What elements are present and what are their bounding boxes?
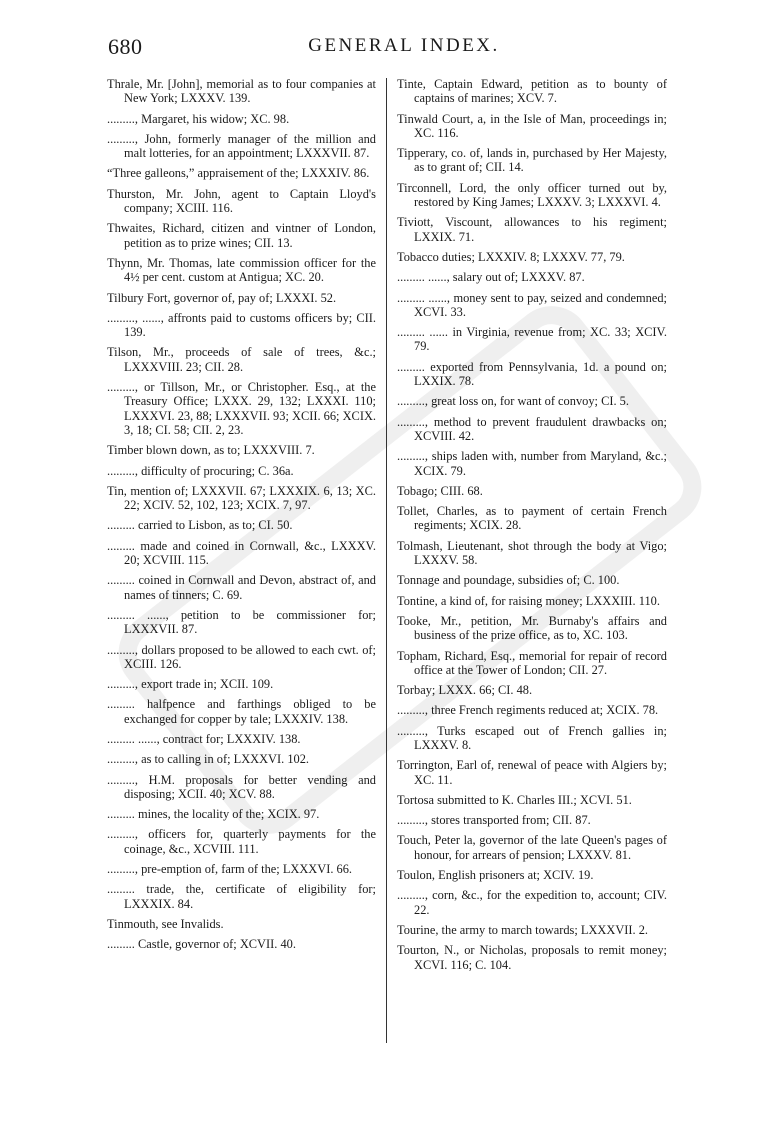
- index-entry: ......... ...... in Virginia, revenue from; XC. 33; XCIV. 79.: [397, 325, 667, 354]
- index-entry: ........., great loss on, for want of convoy; CI. 5.: [397, 394, 629, 409]
- index-entry: ........., Turks escaped out of French gallies in; LXXXV. 8.: [397, 723, 667, 752]
- index-column-right: [397, 77, 667, 1122]
- index-entry: ......... halfpence and farthings obliged to be exchanged for copper by tale; LXXXIV. 138.: [107, 697, 376, 726]
- index-entry: Tilson, Mr., proceeds of sale of trees, &c.; LXXXVIII. 23; CII. 28.: [107, 345, 376, 374]
- index-entry: ........., officers for, quarterly payments for the coinage, &c., XCVIII. 111.: [107, 827, 376, 856]
- index-entry: Tollet, Charles, as to payment of certain French regiments; XCIX. 28.: [397, 504, 667, 533]
- index-entry: ........., export trade in; XCII. 109.: [107, 677, 274, 692]
- index-entry: ......... ......, petition to be commissioner for; LXXXVII. 87.: [107, 607, 376, 637]
- index-entry: Tinmouth, see Invalids.: [107, 916, 224, 931]
- index-entry: ........., John, formerly manager of the million and malt lotteries, for an appointment; LXXXVII. 87.: [107, 131, 376, 161]
- index-entry: Tin, mention of; LXXXVII. 67; LXXXIX. 6, 13; XC. 22; XCIV. 52, 102, 123; XCIX. 7, 97.: [107, 483, 376, 513]
- index-entry: ......... ......, salary out of; LXXXV. 87.: [397, 270, 585, 285]
- index-entry: ........., method to prevent fraudulent drawbacks on; XCVIII. 42.: [397, 414, 667, 443]
- index-entry: Tonnage and poundage, subsidies of; C. 100.: [397, 573, 620, 588]
- index-entry: Tobago; CIII. 68.: [397, 483, 483, 498]
- index-entry: ......... carried to Lisbon, as to; CI. 50.: [107, 518, 293, 533]
- index-entry: ........., corn, &c., for the expedition to, account; CIV. 22.: [397, 888, 667, 917]
- index-entry: Tipperary, co. of, lands in, purchased by Her Majesty, as to grant of; CII. 14.: [397, 146, 667, 175]
- index-entry: ......... Castle, governor of; XCVII. 40.: [107, 937, 296, 952]
- page-number: 680: [108, 34, 143, 59]
- index-entry: Thynn, Mr. Thomas, late commission officer for the 4½ per cent. custom at Antigua; XC. 20.: [107, 255, 376, 285]
- index-entry: ......... coined in Cornwall and Devon, abstract of, and names of tinners; C. 69.: [107, 573, 376, 602]
- index-entry: ........., three French regiments reduced at; XCIX. 78.: [397, 703, 659, 718]
- index-entry: Torbay; LXXX. 66; CI. 48.: [397, 683, 533, 698]
- index-entry: ......... ......, contract for; LXXXIV. 138.: [107, 731, 301, 746]
- index-entry: ........., H.M. proposals for better vending and disposing; XCII. 40; XCV. 88.: [107, 772, 376, 801]
- index-entry: Tooke, Mr., petition, Mr. Burnaby's affairs and business of the prize office, as to, XC. 103.: [397, 613, 667, 643]
- index-entry: Torrington, Earl of, renewal of peace with Algiers by; XC. 11.: [397, 758, 667, 787]
- index-entry: Thurston, Mr. John, agent to Captain Lloyd's company; XCIII. 116.: [107, 186, 376, 216]
- index-entry: Tolmash, Lieutenant, shot through the body at Vigo; LXXXV. 58.: [397, 538, 667, 568]
- index-entry: Tontine, a kind of, for raising money; LXXXIII. 110.: [397, 593, 660, 608]
- index-entry: ......... exported from Pennsylvania, 1d. a pound on; LXXIX. 78.: [397, 359, 667, 389]
- index-entry: Touch, Peter la, governor of the late Queen's pages of honour, for arrears of pension; LXXXV. 81.: [397, 833, 667, 862]
- index-entry: Tortosa submitted to K. Charles III.; XCVI. 51.: [397, 792, 632, 807]
- index-entry: Tourton, N., or Nicholas, proposals to remit money; XCVI. 116; C. 104.: [397, 943, 667, 972]
- index-entry: Thwaites, Richard, citizen and vintner of London, petition as to prize wines; CII. 13.: [107, 221, 376, 250]
- index-entry: Tinwald Court, a, in the Isle of Man, proceedings in; XC. 116.: [397, 111, 667, 140]
- index-entry: Tinte, Captain Edward, petition as to bounty of captains of marines; XCV. 7.: [397, 77, 667, 106]
- index-entry: Tourine, the army to march towards; LXXXVII. 2.: [397, 922, 649, 937]
- index-entry: ........., stores transported from; CII. 87.: [397, 813, 591, 828]
- index-entry: ........., difficulty of procuring; C. 36a.: [107, 463, 294, 478]
- index-entry: ........., dollars proposed to be allowed to each cwt. of; XCIII. 126.: [107, 642, 376, 671]
- index-entry: ......... made and coined in Cornwall, &c., LXXXV. 20; XCVIII. 115.: [107, 538, 376, 568]
- index-entry: ........., ships laden with, number from Maryland, &c.; XCIX. 79.: [397, 449, 667, 478]
- index-entry: ......... ......, money sent to pay, seized and condemned; XCVI. 33.: [397, 290, 667, 319]
- index-entry: Timber blown down, as to; LXXXVIII. 7.: [107, 443, 315, 458]
- index-entry: ........., as to calling in of; LXXXVI. 102.: [107, 752, 310, 767]
- index-entry: Tilbury Fort, governor of, pay of; LXXXI. 52.: [107, 290, 337, 305]
- index-entry: Toulon, English prisoners at; XCIV. 19.: [397, 868, 594, 883]
- index-entry: Tirconnell, Lord, the only officer turned out by, restored by King James; LXXXV. 3; LXXXVI. 4.: [397, 180, 667, 210]
- index-column-left: [107, 77, 376, 1122]
- index-entry: ........., or Tillson, Mr., or Christopher. Esq., at the Treasury Office; LXXX. 29, 132; LXXXI. 110; LXXXVI. 23, 88; LXXXVII. 93; XCII. 66; XCIX. 3, 18; CI. 58; CII. 2, 23.: [107, 380, 376, 437]
- index-entry: ........., pre-emption of, farm of the; LXXXVI. 66.: [107, 862, 352, 877]
- index-entry: ........., ......, affronts paid to customs officers by; CII. 139.: [107, 310, 376, 340]
- page-header: [0, 34, 768, 68]
- column-divider: [386, 78, 387, 1043]
- index-entry: ......... trade, the, certificate of eligibility for; LXXXIX. 84.: [107, 882, 376, 911]
- index-entry: ........., Margaret, his widow; XC. 98.: [107, 111, 290, 126]
- index-entry: Tiviott, Viscount, allowances to his regiment; LXXIX. 71.: [397, 215, 667, 244]
- running-title: GENERAL INDEX.: [308, 35, 500, 56]
- index-entry: Thrale, Mr. [John], memorial as to four companies at New York; LXXXV. 139.: [107, 77, 376, 106]
- index-entry: Topham, Richard, Esq., memorial for repair of record office at the Tower of London; CII. 27.: [397, 648, 667, 677]
- index-entry: ......... mines, the locality of the; XCIX. 97.: [107, 807, 320, 822]
- index-entry: Tobacco duties; LXXXIV. 8; LXXXV. 77, 79.: [397, 249, 625, 264]
- index-entry: “Three galleons,” appraisement of the; LXXXIV. 86.: [107, 166, 370, 181]
